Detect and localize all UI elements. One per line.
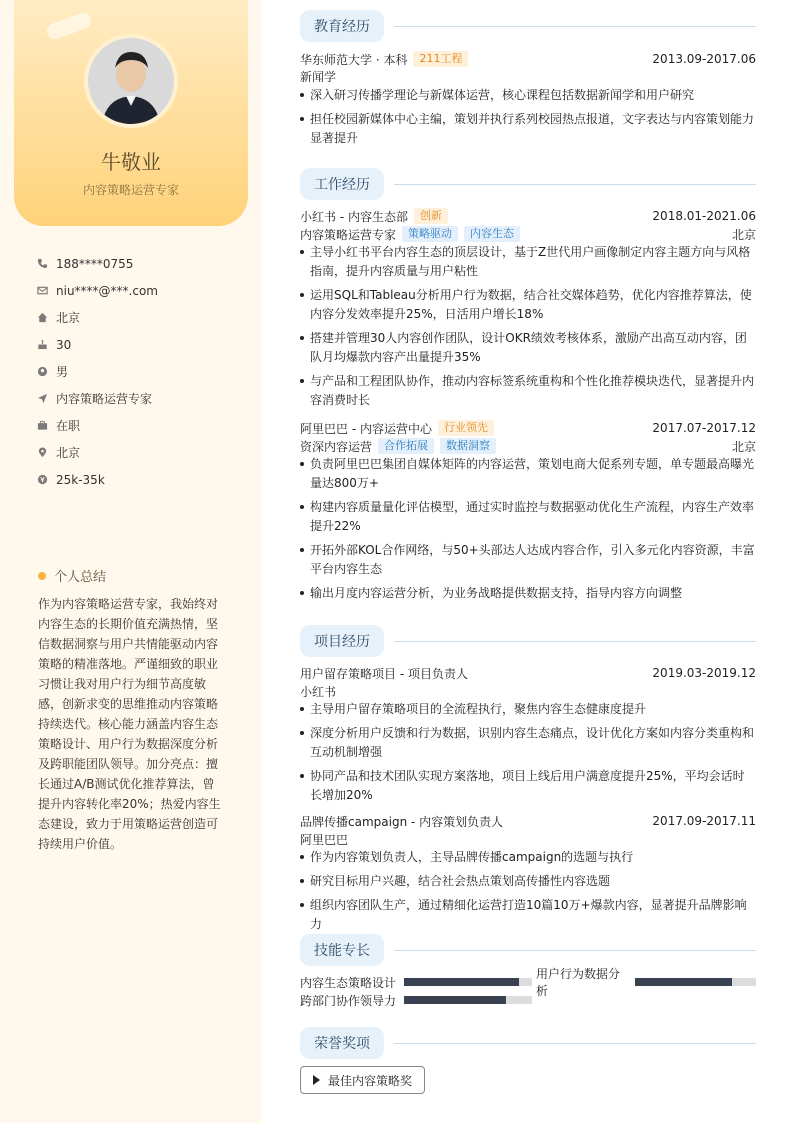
- briefcase-icon: [36, 420, 48, 432]
- section-projects: [300, 625, 756, 657]
- list-item: 深入研习传播学理论与新媒体运营，核心课程包括数据新闻学和用户研究: [300, 86, 756, 105]
- profile-name: 牛敬业: [101, 150, 161, 174]
- info-text: 男: [56, 365, 69, 379]
- gender-icon: [36, 366, 48, 378]
- list-item: 主导用户留存策略项目的全流程执行，聚焦内容生态健康度提升: [300, 700, 756, 719]
- work-row: [300, 419, 756, 437]
- list-item: 深度分析用户反馈和行为数据，识别内容生态痛点，设计优化方案如内容分类重构和互动机制增强: [300, 724, 756, 762]
- work-role: 资深内容运营: [300, 439, 373, 454]
- school-tag: 211工程: [413, 51, 468, 67]
- work-date: 2018.01-2021.06: [652, 209, 756, 223]
- education-major-row: [300, 67, 756, 85]
- award-item[interactable]: [300, 1066, 425, 1094]
- summary-text: 作为内容策略运营专家，我始终对内容生态的长期价值充满热情，坚信数据洞察与用户共情能驱动内容策略的精准落地。严谨细致的职业习惯让我对用户行为细节高度敏感，创新求变的思维推动内容策略持续迭代。核心能力涵盖内容生态策略设计、用户行为数据深度分析及跨职能团队领导。加分亮点：擅长通过A/B测试优化推荐算法，曾提升内容转化率20%；热爱内容生态建设，致力于用策略运营创造可持续用户价值。: [38, 597, 221, 851]
- award-name: 最佳内容策略奖: [328, 1073, 413, 1088]
- bullet-dot-icon: [38, 572, 46, 580]
- list-item: 研究目标用户兴趣，结合社会热点策划高传播性内容选题: [300, 872, 756, 891]
- role-tag: 合作拓展: [378, 438, 434, 454]
- work-bullets: [300, 455, 756, 608]
- home-icon: [36, 312, 48, 324]
- skill-item: [300, 974, 532, 990]
- info-intent: [36, 385, 158, 412]
- info-gender: [36, 358, 158, 385]
- phone-icon: [36, 258, 48, 270]
- skill-bar: [404, 978, 532, 986]
- project-org: 小红书: [300, 684, 337, 699]
- info-text: 30: [56, 337, 72, 352]
- decorative-shape: [45, 11, 94, 42]
- profile-card: [14, 0, 248, 226]
- skill-name: 跨部门协作领导力: [300, 993, 397, 1008]
- info-age: [36, 331, 158, 358]
- divider: [394, 184, 756, 185]
- info-text: niu****@***.com: [56, 283, 158, 298]
- section-title: 教育经历: [300, 10, 384, 42]
- divider: [394, 26, 756, 27]
- skill-bar-fill: [404, 978, 519, 986]
- project-org: 阿里巴巴: [300, 832, 349, 847]
- info-text: 188****0755: [56, 256, 134, 271]
- list-item: 与产品和工程团队协作，推动内容标签系统重构和个性化推荐模块迭代，显著提升内容消费时长: [300, 372, 756, 410]
- skill-bar-fill: [635, 978, 732, 986]
- project-row: [300, 812, 756, 830]
- skill-bar: [404, 996, 532, 1004]
- list-item: 运用SQL和Tableau分析用户行为数据，结合社交媒体趋势，优化内容推荐算法，使内容分发效率提升25%，日活用户增长18%: [300, 286, 756, 324]
- project-bullets: [300, 700, 756, 810]
- work-role-row: [300, 437, 756, 455]
- info-text: 在职: [56, 419, 81, 433]
- skill-item: [300, 992, 532, 1008]
- section-title: 荣誉奖项: [300, 1027, 384, 1059]
- play-icon: [313, 1075, 320, 1085]
- section-skills: [300, 934, 756, 966]
- work-city: 北京: [731, 439, 756, 454]
- work-role: 内容策略运营专家: [300, 227, 397, 242]
- list-item: 主导小红书平台内容生态的顶层设计，基于Z世代用户画像制定内容主题方向与风格指南，提升内容质量与用户粘性: [300, 243, 756, 281]
- info-text: 25k-35k: [56, 472, 105, 487]
- education-date: 2013.09-2017.06: [652, 52, 756, 66]
- info-text: 北京: [56, 311, 81, 325]
- skill-name: 用户行为数据分析: [536, 967, 621, 998]
- project-date: 2017.09-2017.11: [652, 814, 756, 828]
- info-status: [36, 412, 158, 439]
- summary-heading: [38, 566, 106, 585]
- summary-heading-text: 个人总结: [54, 570, 107, 585]
- list-item: 开拓外部KOL合作网络，与50+头部达人达成内容合作，引入多元化内容资源，丰富平台内容生态: [300, 541, 756, 579]
- salary-icon: [36, 474, 48, 486]
- send-icon: [36, 393, 48, 405]
- info-text: 北京: [56, 446, 81, 460]
- project-name: 品牌传播campaign - 内容策划负责人: [300, 814, 504, 829]
- section-education: [300, 10, 756, 42]
- section-work: [300, 168, 756, 200]
- education-row: [300, 50, 756, 68]
- list-item: 作为内容策划负责人，主导品牌传播campaign的选题与执行: [300, 848, 756, 867]
- role-tag: 内容生态: [464, 226, 520, 242]
- work-role-row: [300, 225, 756, 243]
- company-tag: 行业领先: [438, 420, 494, 436]
- skill-bar-fill: [404, 996, 506, 1004]
- role-tag: 数据洞察: [440, 438, 496, 454]
- work-bullets: [300, 243, 756, 415]
- divider: [394, 641, 756, 642]
- info-city: [36, 439, 158, 466]
- project-date: 2019.03-2019.12: [652, 666, 756, 680]
- list-item: 搭建并管理30人内容创作团队，设计OKR绩效考核体系，激励产出高互动内容，团队月均爆款内容产出量提升35%: [300, 329, 756, 367]
- list-item: 协同产品和技术团队实现方案落地，项目上线后用户满意度提升25%，平均会话时长增加20%: [300, 767, 756, 805]
- profile-title: 内容策略运营专家: [82, 183, 179, 197]
- project-row: [300, 664, 756, 682]
- skill-item: [536, 967, 756, 998]
- role-tag: 策略驱动: [402, 226, 458, 242]
- skill-name: 内容生态策略设计: [300, 975, 397, 990]
- education-bullets: [300, 86, 756, 153]
- list-item: 构建内容质量量化评估模型，通过实时监控与数据驱动优化生产流程，内容生产效率提升22%: [300, 498, 756, 536]
- school-name: 华东师范大学 · 本科: [300, 52, 408, 67]
- project-org-row: [300, 830, 756, 848]
- location-icon: [36, 447, 48, 459]
- project-name: 用户留存策略项目 - 项目负责人: [300, 666, 468, 681]
- cake-icon: [36, 339, 48, 351]
- mail-icon: [36, 285, 48, 297]
- divider: [394, 1043, 756, 1044]
- info-text: 内容策略运营专家: [56, 392, 153, 406]
- company-name: 小红书 - 内容生态部: [300, 209, 408, 224]
- list-item: 组织内容团队生产，通过精细化运营打造10篇10万+爆款内容，显著提升品牌影响力: [300, 896, 756, 934]
- contact-info-list: [36, 250, 158, 493]
- project-org-row: [300, 682, 756, 700]
- info-home: [36, 304, 158, 331]
- company-tag: 创新: [414, 208, 448, 224]
- divider: [394, 950, 756, 951]
- section-title: 工作经历: [300, 168, 384, 200]
- section-awards: [300, 1027, 756, 1059]
- info-salary: [36, 466, 158, 493]
- list-item: 担任校园新媒体中心主编，策划并执行系列校园热点报道，文字表达与内容策划能力显著提升: [300, 110, 756, 148]
- info-email: [36, 277, 158, 304]
- work-city: 北京: [731, 227, 756, 242]
- avatar: [84, 34, 178, 128]
- sidebar: [0, 0, 262, 1123]
- section-title: 技能专长: [300, 934, 384, 966]
- education-major: 新闻学: [300, 69, 337, 84]
- list-item: 负责阿里巴巴集团自媒体矩阵的内容运营，策划电商大促系列专题，单专题最高曝光量达800万+: [300, 455, 756, 493]
- project-bullets: [300, 848, 756, 939]
- info-phone: [36, 250, 158, 277]
- section-title: 项目经历: [300, 625, 384, 657]
- list-item: 输出月度内容运营分析，为业务战略提供数据支持，指导内容方向调整: [300, 584, 756, 603]
- work-row: [300, 207, 756, 225]
- work-date: 2017.07-2017.12: [652, 421, 756, 435]
- company-name: 阿里巴巴 - 内容运营中心: [300, 421, 432, 436]
- skill-bar: [635, 978, 756, 986]
